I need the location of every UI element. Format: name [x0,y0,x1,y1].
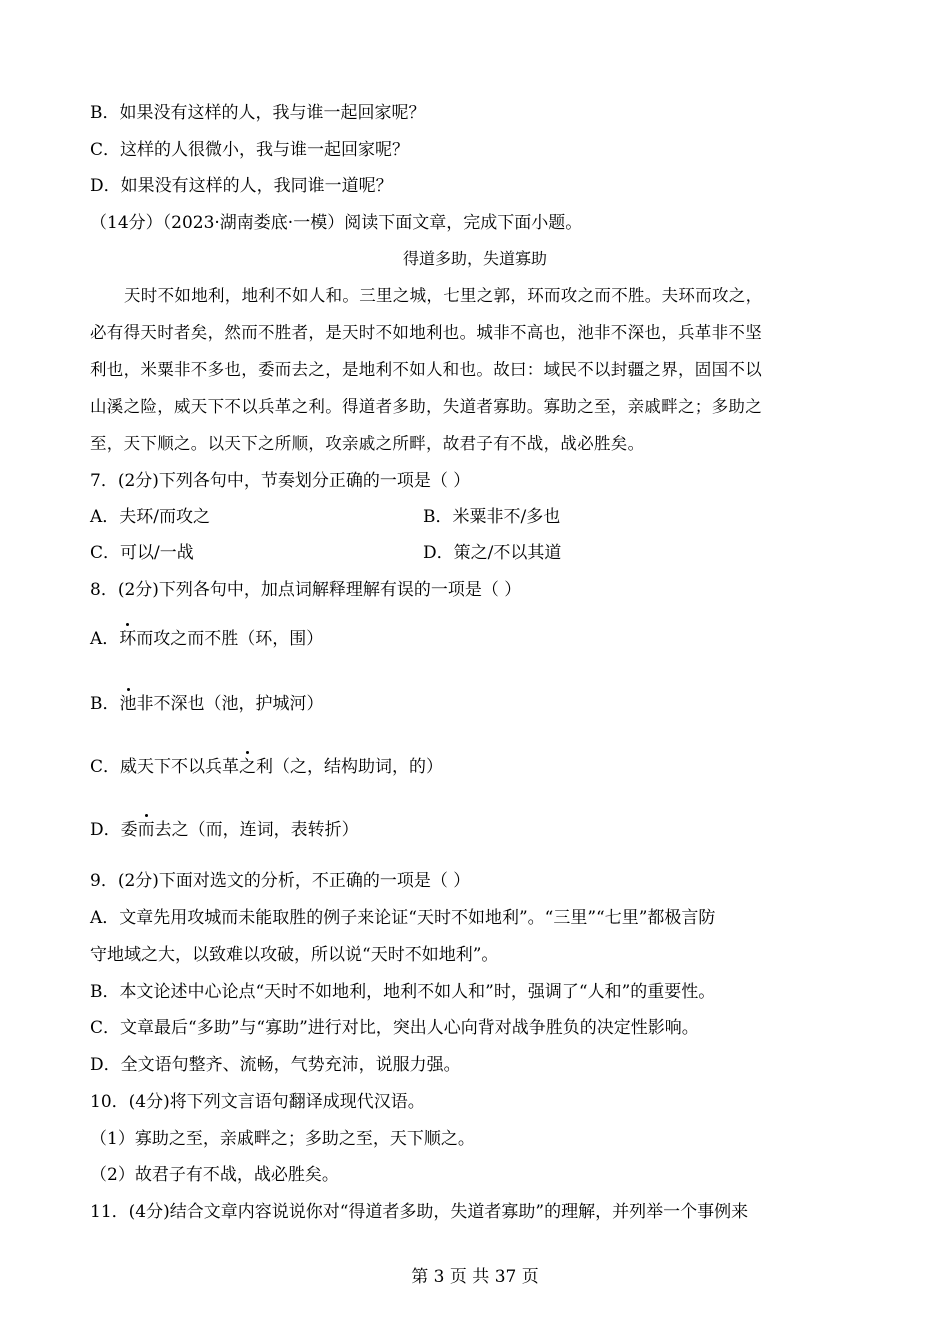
q9-stem: 9．(2分)下面对选文的分析，不正确的一项是（ ） [90,871,471,891]
q8-option-b [90,692,324,716]
q8-option-b-rest: 非不深也（池，护城河） [136,694,324,714]
q8-option-d [90,818,359,842]
q8-option-c-prefix: C．威天下不以兵革 [90,757,240,777]
q9-option-b: B．本文论述中心论点“天时不如地利，地利不如人和”时，强调了“人和”的重要性。 [90,982,716,1002]
q11-stem: 11．(4分)结合文章内容说说你对“得道者多助，失道者寡助”的理解，并列举一个事例来 [90,1202,749,1222]
q8-option-a [90,627,323,651]
q8-option-c-rest: 利（之，结构助词，的） [256,757,444,777]
q8-option-c [90,755,443,779]
q7-option-b: B．米粟非不/多也 [423,507,561,527]
page-footer: 第 3 页 共 37 页 [411,1267,539,1287]
passage-line: 至，天下顺之。以天下之所顺，攻亲戚之所畔，故君子有不战，战必胜矣。 [90,434,645,453]
q10-sentence-1: （1）寡助之至，亲戚畔之；多助之至，天下顺之。 [90,1129,475,1149]
q8-stem: 8．(2分)下列各句中，加点词解释理解有误的一项是（ ） [90,580,522,600]
option-b-prev: B．如果没有这样的人，我与谁一起回家呢？ [90,103,426,123]
option-c-prev: C．这样的人很微小，我与谁一起回家呢？ [90,140,410,160]
dotted-word: 而 [137,820,155,840]
q7-option-c: C．可以/一战 [90,543,194,563]
q8-option-a-prefix: A． [90,629,120,649]
dotted-word: 池 [119,694,137,714]
q8-option-d-prefix: D．委 [90,820,138,840]
q8-option-b-prefix: B． [90,694,120,714]
q10-sentence-2: （2）故君子有不战，战必胜矣。 [90,1165,339,1185]
q7-option-a: A．夫环/而攻之 [90,507,211,527]
q9-option-a-cont: 守地域之大，以致难以攻破，所以说“天时不如地利”。 [90,945,499,965]
passage-title: 得道多助，失道寡助 [402,249,547,268]
passage-line: 山溪之险，威天下不以兵革之利。得道者多助，失道者寡助。寡助之至，亲戚畔之；多助之 [90,397,762,416]
dotted-word: 环 [119,629,137,649]
q7-option-d: D．策之/不以其道 [423,543,562,563]
section-intro: （14分）（2023·湖南娄底·一模）阅读下面文章，完成下面小题。 [90,213,583,233]
dotted-word: 之 [239,757,257,777]
q10-stem: 10．(4分)将下列文言语句翻译成现代汉语。 [90,1092,425,1112]
q9-option-c: C．文章最后“多助”与“寡助”进行对比，突出人心向背对战争胜负的决定性影响。 [90,1018,699,1038]
passage-line: 必有得天时者矣，然而不胜者，是天时不如地利也。城非不高也，池非不深也，兵革非不坚 [90,323,762,342]
q7-stem: 7．(2分)下列各句中，节奏划分正确的一项是（ ） [90,471,471,491]
q8-option-a-rest: 而攻之而不胜（环，围） [136,629,324,649]
option-d-prev: D．如果没有这样的人，我同谁一道呢？ [90,176,393,196]
q9-option-a: A．文章先用攻城而未能取胜的例子来论证“天时不如地利”。“三里”“七里”都极言防 [90,908,716,928]
passage-line: 天时不如地利，地利不如人和。三里之城，七里之郭，环而攻之而不胜。夫环而攻之， [124,286,763,305]
q8-option-d-rest: 去之（而，连词，表转折） [154,820,359,840]
q9-option-d: D．全文语句整齐、流畅，气势充沛，说服力强。 [90,1055,461,1075]
passage-line: 利也，米粟非不多也，委而去之，是地利不如人和也。故曰：域民不以封疆之界，固国不以 [90,360,762,379]
